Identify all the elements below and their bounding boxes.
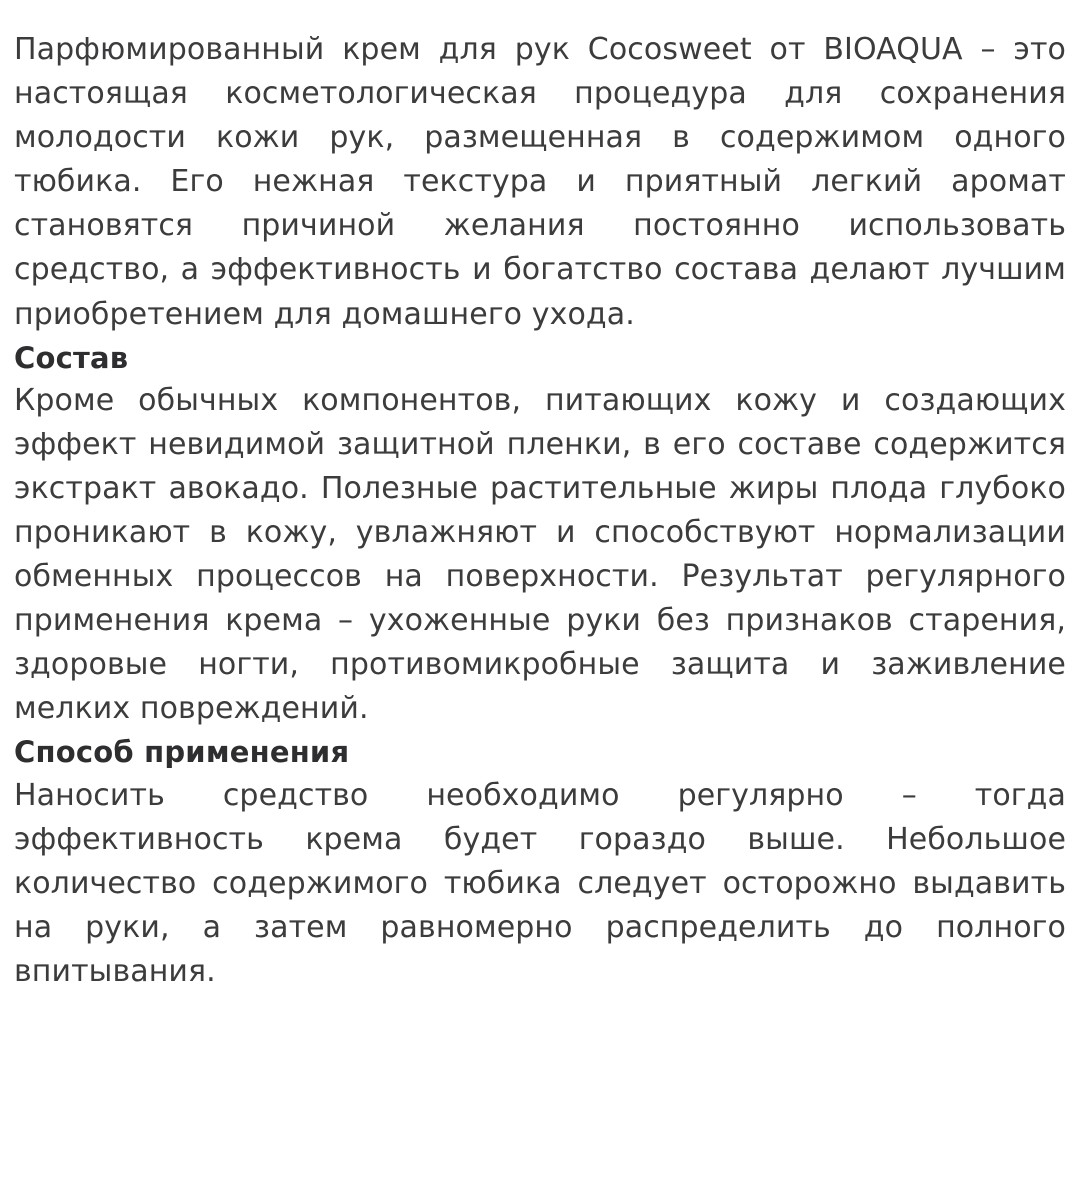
section-sposob-primeneniya	[14, 731, 1066, 994]
section-body-sostav: Кроме обычных компонентов, питающих кожу и создающих эффект невидимой защитной пленки, в его составе содержится экстракт авокадо. Полезные растительные жиры плода глубоко проникают в кожу, увлажняют и способствуют нормализации обменных процессов на поверхности. Результат регулярного применения крема – ухоженные руки без признаков старения, здоровые ногти, противомикробные защита и заживление мелких повреждений.	[14, 382, 1066, 727]
section-heading-sposob-primeneniya: Способ применения	[14, 735, 350, 770]
section-heading-sostav: Состав	[14, 340, 129, 375]
intro-paragraph: Парфюмированный крем для рук Cocosweet от BIOAQUA – это настоящая косметологическая процедура для сохранения молодости кожи рук, размещенная в содержимом одного тюбика. Его нежная текстура и приятный легкий аромат становятся причиной желания постоянно использовать средство, а эффективность и богатство состава делают лучшим приобретением для домашнего ухода.	[14, 32, 1066, 332]
section-body-sposob-primeneniya: Наносить средство необходимо регулярно – тогда эффективность крема будет гораздо выше. Небольшое количество содержимого тюбика следует осторожно выдавить на руки, а затем равномерно распределить до полного впитывания.	[14, 777, 1066, 989]
section-sostav	[14, 337, 1066, 732]
